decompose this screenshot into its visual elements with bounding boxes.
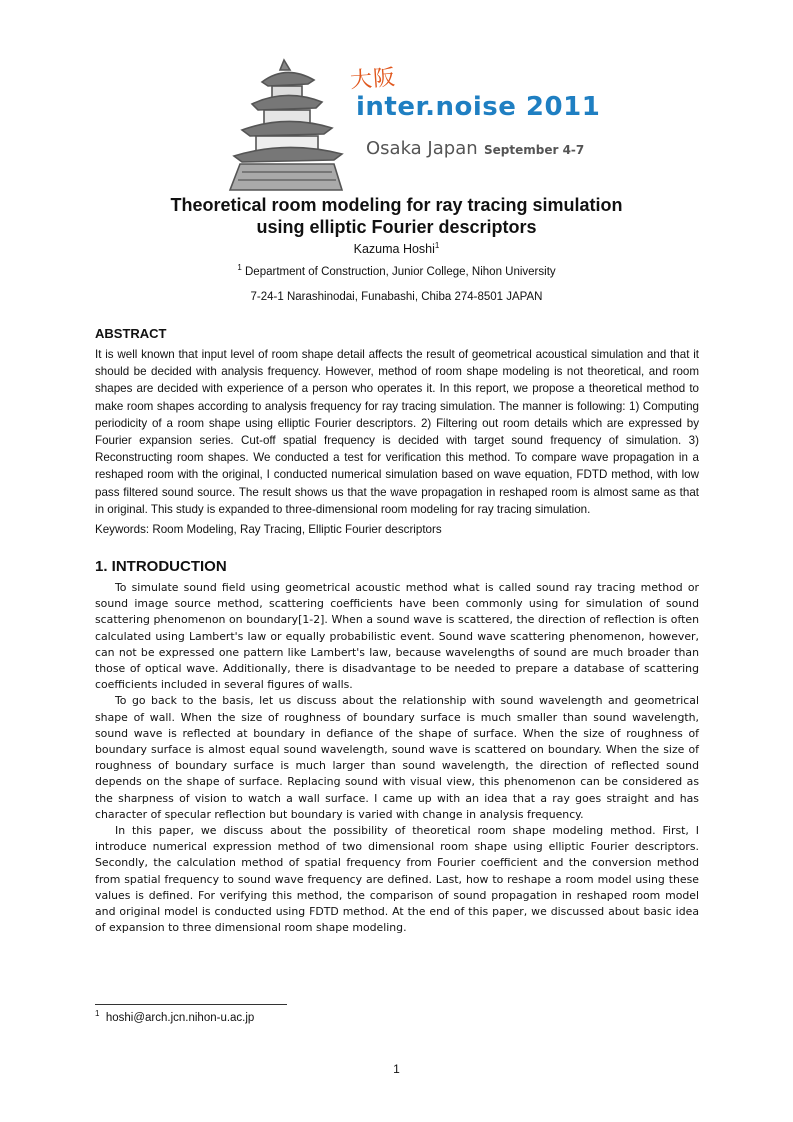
title-line-1: Theoretical room modeling for ray tracing simulation xyxy=(170,195,623,215)
logo-japanese-text: 大阪 xyxy=(349,65,397,94)
affiliation-superscript: 1 xyxy=(237,263,242,273)
intro-paragraph: To simulate sound field using geometrical acoustic method what is called sound ray tracing method or sound image source method, scattering coefficients have been commonly using for simulation of sound scattering phenomenon on boundary[1-2]. When a sound wave is scattered, the direction of reflection is often calculated using Lambert's law or equally probabilistic event. Sound wave scattering phenomenon, however, can not be expressed one pattern like Lambert's law, because wavelengths of sound are much broader than those of optical wave. Additionally, there is disadvantage to be needed to prepare a database of scattering coefficients included in several figures of walls. xyxy=(95,581,699,692)
affiliation xyxy=(90,263,703,278)
footnote-email: hoshi@arch.jcn.nihon-u.ac.jp xyxy=(105,1012,255,1024)
section-heading-introduction: 1. INTRODUCTION xyxy=(95,558,227,575)
keywords: Keywords: Room Modeling, Ray Tracing, Elliptic Fourier descriptors xyxy=(95,523,442,536)
introduction-body xyxy=(95,580,699,936)
footnote xyxy=(95,1009,255,1024)
logo-dates: September 4-7 xyxy=(484,143,585,157)
conference-logo xyxy=(222,52,592,192)
abstract-heading: ABSTRACT xyxy=(95,326,167,341)
author-name: Kazuma Hoshi xyxy=(353,242,435,256)
page-number: 1 xyxy=(393,1062,400,1076)
osaka-castle-icon xyxy=(222,52,352,192)
author-superscript: 1 xyxy=(434,240,440,250)
address: 7-24-1 Narashinodai, Funabashi, Chiba 274-8501 JAPAN xyxy=(250,291,543,303)
footnote-mark: 1 xyxy=(95,1009,100,1019)
intro-paragraph: In this paper, we discuss about the possibility of theoretical room shape modeling method. First, I introduce numerical expression method of two dimensional room shape using elliptic Fourier descriptors. Secondly, the calculation method of spatial frequency from Fourier coefficient and the conversion method from spatial frequency to sound wave frequency are defined. Last, how to reshape a room model using these values is defined. For verifying this method, the comparison of sound propagation in reshaped room model and original model is conducted using FDTD method. At the end of this paper, we discussed about basic idea of expansion to three dimensional room shape modeling. xyxy=(95,824,699,935)
footnote-divider xyxy=(95,1004,287,1005)
paper-title xyxy=(90,194,703,238)
affiliation-text: Department of Construction, Junior College, Nihon University xyxy=(245,266,556,278)
abstract-text: It is well known that input level of room shape detail affects the result of geometrical acoustical simulation and that it should be decided with analysis frequency. However, method of room shape modeling is not theoretical, and room shapes are decided with experience of a person who operates it. In this report, we propose a theoretical method to make room shapes according to analysis frequency for ray tracing simulation. The manner is following: 1) Computing periodicity of a room shape using elliptic Fourier descriptors. 2) Filtering out room details which are expressed by Fourier expansion series. Cut-off spatial frequency is decided with target sound frequency of simulation. 3) Reconstructing room shapes. We conducted a test for verification this method. To compare wave propagation in a reshaped room with the original, I conducted numerical simulation based on wave equation, FDTD method, with low pass filtered sound source. The result shows us that the wave propagation in reshaped room is almost same as that in original. This study is expanded to three-dimensional room modeling for ray tracing simulation. xyxy=(95,348,699,516)
author xyxy=(90,242,703,256)
logo-conference-name: inter.noise 2011 xyxy=(356,92,601,122)
title-line-2: using elliptic Fourier descriptors xyxy=(256,217,537,237)
intro-paragraph: To go back to the basis, let us discuss about the relationship with sound wavelength and geometrical shape of wall. When the size of roughness of boundary surface is much smaller than sound wavelength, sound wave is reflected at boundary in defiance of the shape of surface. When the size of roughness of boundary surface is almost equal sound wavelength, sound wave is scattered on boundary. When the size of roughness of boundary surface is much larger than sound wavelength, the direction of reflected sound depends on the shape of surface. Replacing sound with visual view, this phenomenon can be considered as the sharpness of vision to watch a wall surface. I came up with an idea that a ray goes straight and has character of specular reflection but boundary is varied with change in analysis frequency. xyxy=(95,694,699,821)
logo-location: Osaka Japan xyxy=(366,138,478,159)
